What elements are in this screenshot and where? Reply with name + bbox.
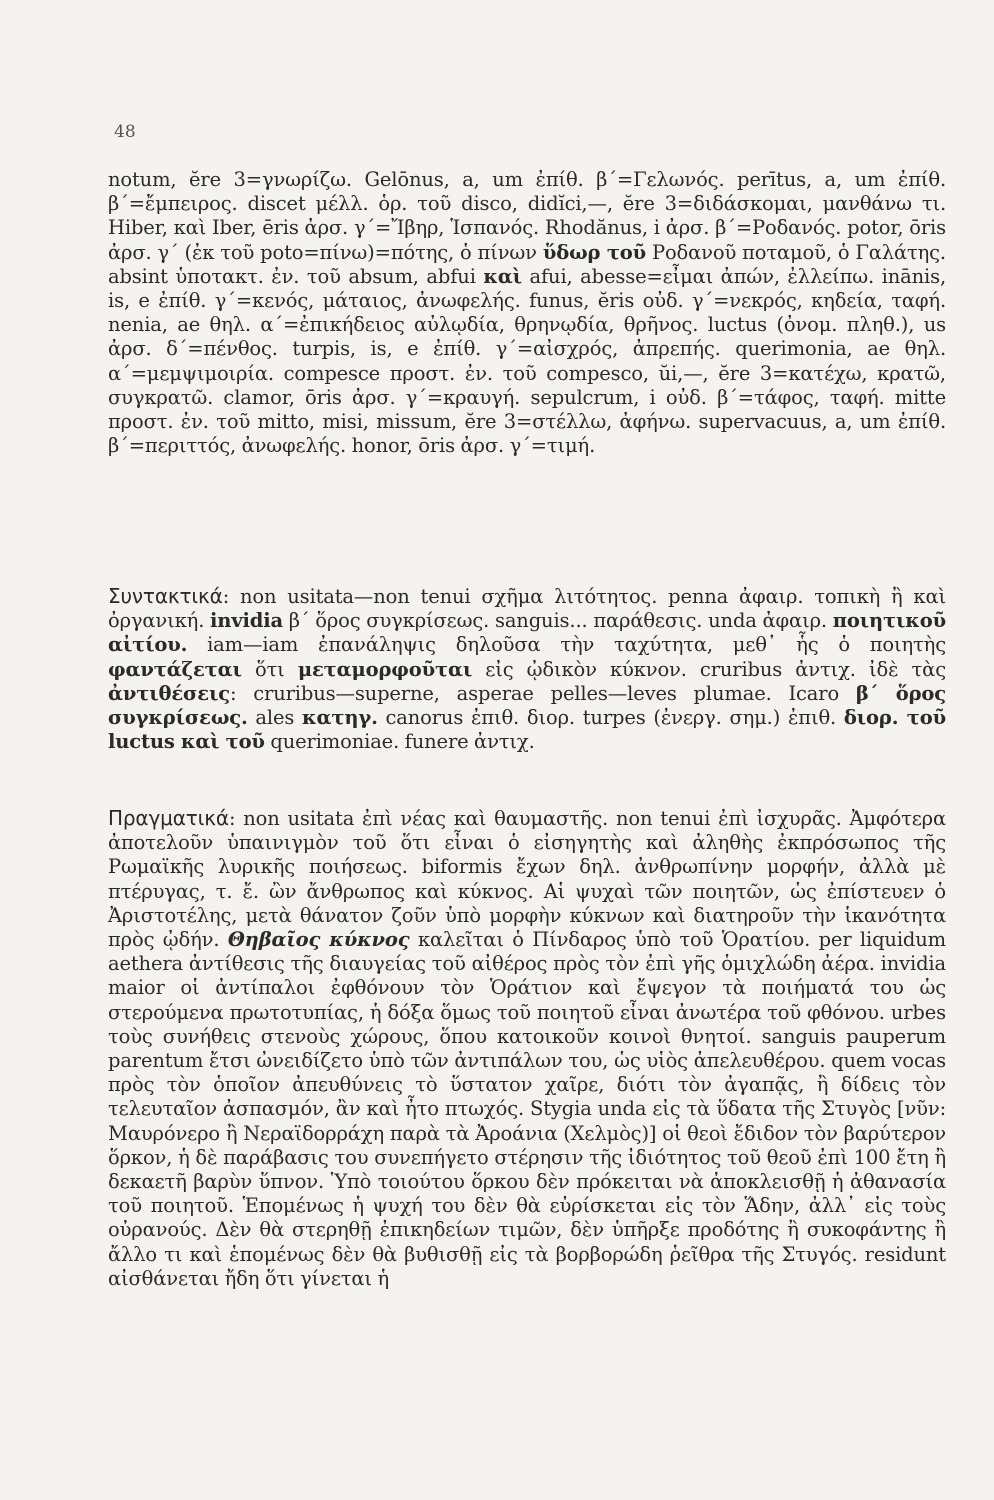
syntax-text: canorus ἐπιθ. διορ. turpes (ἐνεργ. σημ.) ἐπιθ. <box>385 706 837 730</box>
vocabulary-text-1: notum, ĕre 3=γνωρίζω. Gelōnus, a, um ἐπίθ. β΄=Γελωνός. perītus, a, um ἐπίθ. β΄=ἔμπειρος. discet μέλλ. ὁρ. τοῦ disco, didĭci,—, ĕre 3=διδάσκομαι, μανθάνω τι. Hiber, καὶ Iber, ēris ἀρσ. γ΄=Ἴβηρ, Ἱσπανός. Rhodănus, i ἀρσ. β΄=Ροδανός. potor, ōris ἀρσ. γ΄ (ἐκ τοῦ poto=πίνω)=πότης, ὁ πίνων <box>108 168 946 264</box>
vocabulary-paragraph <box>108 168 946 458</box>
syntax-text: iam—iam ἐπανάληψις δηλοῦσα τὴν ταχύτητα, μεθ᾽ ἧς ὁ ποιητὴς <box>207 633 946 657</box>
syntax-bold: φαντάζεται <box>108 657 242 681</box>
syntax-bold: διορ. τοῦ luctus καὶ τοῦ <box>108 706 946 754</box>
content-paragraph <box>108 806 946 1291</box>
content-text: καλεῖται ὁ Πίνδαρος ὑπὸ τοῦ Ὁρατίου. per liquidum aethera ἀντίθεσις τῆς διαυγείας τοῦ αἰθέρος πρὸς τὸν ἐπὶ γῆς ὁμιχλώδη ἀέρα. invidia maior οἱ ἀντίπαλοι ἐφθόνουν τὸν Ὁράτιον καὶ ἔψεγον τὰ ποιήματά του ὡς στερούμενα πρωτοτυπίας, ἡ δόξα ὅμως τοῦ ποιητοῦ εἶναι ἀνωτέρα τοῦ φθόνου. urbes τοὺς συνήθεις στενοὺς χώρους, ὅπου κατοικοῦν κοινοὶ θνητοί. sanguis pauperum parentum ἔτσι ὠνειδίζετο ὑπὸ τῶν ἀντιπάλων του, ὡς υἱὸς ἀπελευθέρου. quem vocas πρὸς τὸν ὁποῖον ἀπευθύνεις τὸ ὕστατον χαῖρε, διότι τὸν ἀγαπᾷς, ἢ δίδεις τὸν τελευταῖον ἀσπασμόν, ἂν καὶ ἦτο πτωχός. Stygia unda εἰς τὰ ὕδατα τῆς Στυγὸς [νῦν: Μαυρόνερο ἢ Νεραϊδορράχη παρὰ τὰ Ἀροάνια (Χελμὸς)] οἱ θεοὶ ἔδιδον τὸν βαρύτερον ὅρκον, ἡ δὲ παράβασις του συνεπήγετο στέρησιν τῆς ἰδιότητος τοῦ θεοῦ ἐπὶ 100 ἔτη ἢ δεκαετῆ βαρὺν ὕπνον. Ὑπὸ τοιούτου ὅρκου δὲν πρόκειται νὰ ἀποκλεισθῇ ἡ ἀθανασία τοῦ ποιητοῦ. Ἑπομένως ἡ ψυχή του δὲν θὰ εὑρίσκεται εἰς τὸν Ἅδην, ἀλλ᾽ εἰς τοὺς οὐρανούς. Δὲν θὰ στερηθῇ ἐπικηδείων τιμῶν, δὲν ὑπῆρξε προδότης ἢ συκοφάντης ἢ ἄλλο τι καὶ ἑπομένως δὲν θὰ βυθισθῇ εἰς τὰ βορβορώδη ῥεῖθρα τῆς Στυγός. residunt αἰσθάνεται ἤδη ὅτι γίνεται ἡ <box>108 928 946 1290</box>
syntax-bold: β΄ ὅρος συγκρίσεως. <box>108 681 946 730</box>
syntax-text: β΄ ὅρος συγκρίσεως. sanguis... παράθεσις. unda ἀφαιρ. <box>288 609 827 633</box>
vocabulary-text-2: Ροδανοῦ ποταμοῦ, ὁ Γαλάτης. absint ὑποτακτ. ἐν. τοῦ absum, abfui <box>108 240 946 288</box>
syntax-text: : cruribus—superne, asperae pelles—leves plumae. Icaro <box>230 681 840 705</box>
syntax-text: ales <box>255 706 295 730</box>
syntax-bold: κατηγ. <box>302 706 378 730</box>
syntax-text: : non usitata—non tenui σχῆμα λιτότητος. penna ἀφαιρ. τοπικὴ ἢ καὶ ὀργανική. <box>108 585 946 633</box>
page-number: 48 <box>114 122 136 142</box>
vocabulary-bold-1: ὕδωρ τοῦ <box>542 240 647 264</box>
syntax-paragraph <box>108 584 946 754</box>
syntax-bold: invidia <box>210 609 283 633</box>
content-bold-italic: Θηβαῖος κύκνος <box>227 928 410 952</box>
syntax-text: εἰς ᾠδικὸν κύκνον. cruribus ἀντιχ. ἰδὲ τὰς <box>485 657 946 681</box>
vocabulary-text-3: afui, abesse=εἶμαι ἀπών, ἐλλείπω. inānis, is, e ἐπίθ. γ΄=κενός, μάταιος, ἀνωφελής. funus, ĕris οὐδ. γ΄=νεκρός, κηδεία, ταφή. nenia, ae θηλ. α΄=ἐπικήδειος αὐλῳδία, θρηνῳδία, θρῆνος. luctus (ὀνομ. πληθ.), us ἀρσ. δ΄=πένθος. turpis, is, e ἐπίθ. γ΄=αἰσχρός, ἀπρεπής. querimonia, ae θηλ. α΄=μεμψιμοιρία. compesce προστ. ἐν. τοῦ compesco, ŭi,—, ĕre 3=κατέχω, κρατῶ, συγκρατῶ. clamor, ōris ἀρσ. γ΄=κραυγή. sepulcrum, i οὐδ. β΄=τάφος, ταφή. mitte προστ. ἐν. τοῦ mitto, misi, missum, ĕre 3=στέλλω, ἀφήνω. supervacuus, a, um ἐπίθ. β΄=περιττός, ἀνωφελής. honor, ōris ἀρσ. γ΄=τιμή. <box>108 264 946 458</box>
syntax-text: querimoniae. funere ἀντιχ. <box>270 730 535 754</box>
vocabulary-bold-2: καὶ <box>483 264 522 288</box>
syntax-bold: ἀντιθέσεις <box>108 681 230 705</box>
syntax-bold: ποιητικοῦ αἰτίου. <box>108 609 946 657</box>
content-heading: Πραγματικά <box>108 806 229 830</box>
syntax-bold: μεταμορφοῦται <box>297 657 473 681</box>
content-text: : non usitata ἐπὶ νέας καὶ θαυμαστῆς. non tenui ἐπὶ ἰσχυρᾶς. Ἀμφότερα ἀποτελοῦν ὑπαινιγμὸν τοῦ ὅτι εἶναι ὁ εἰσηγητὴς καὶ ἀληθὴς ἐκπρόσωπος τῆς Ρωμαϊκῆς λυρικῆς ποιήσεως. biformis ἔχων δηλ. ἀνθρωπίνην μορφήν, ἀλλὰ μὲ πτέρυγας, τ. ἔ. ὢν ἄνθρωπος καὶ κύκνος. Αἱ ψυχαὶ τῶν ποιητῶν, ὡς ἐπίστευεν ὁ Ἀριστοτέλης, μετὰ θάνατον ζοῦν ὑπὸ μορφὴν κύκνων καὶ διατηροῦν τὴν ἱκανότητα πρὸς ᾠδήν. <box>108 807 946 952</box>
syntax-text: ὅτι <box>254 657 285 681</box>
syntax-heading: Συντακτικά <box>108 584 223 608</box>
